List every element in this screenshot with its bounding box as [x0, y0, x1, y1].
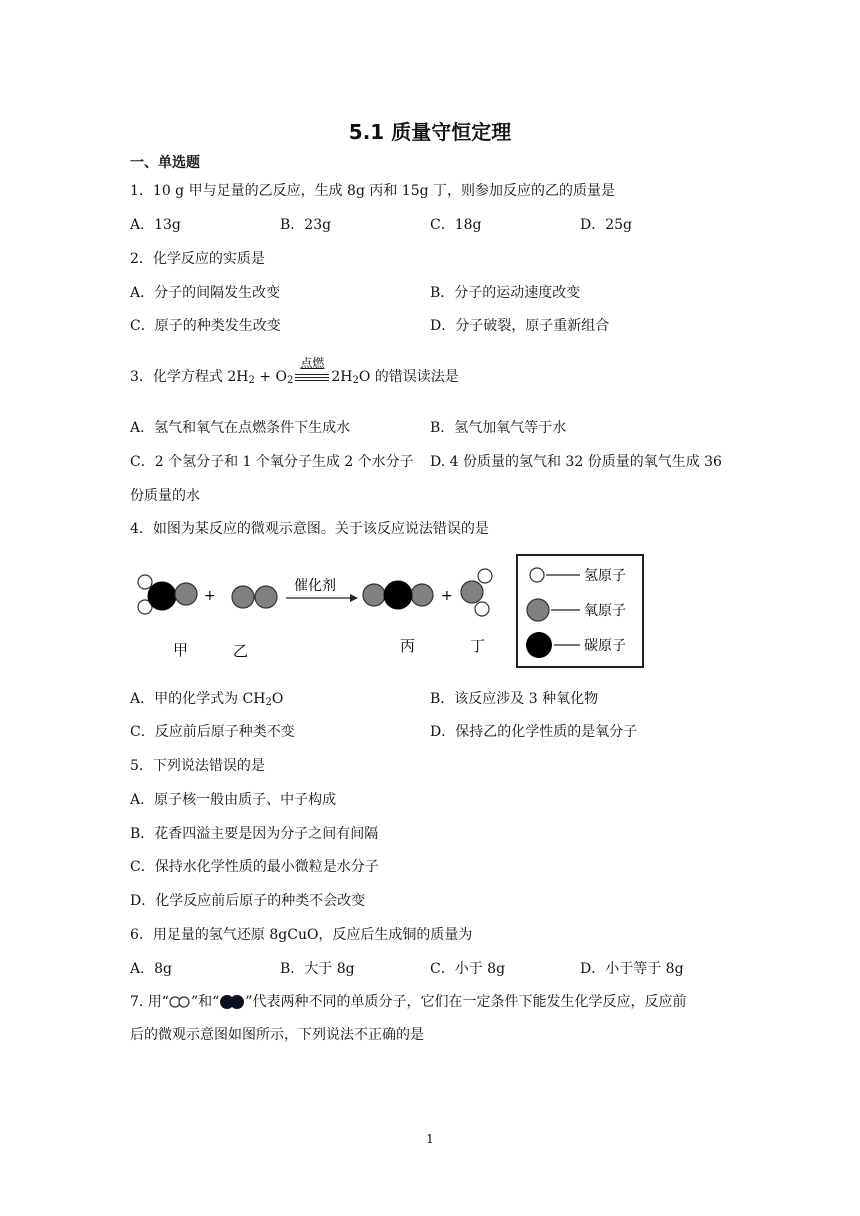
- page-number: 1: [426, 1132, 434, 1146]
- carbon-atom: [148, 582, 176, 610]
- oxygen-atom: [461, 581, 483, 603]
- question-6-stem: 6．用足量的氢气还原 8gCuO，反应后生成铜的质量为: [130, 927, 473, 943]
- q3-option-a: A．氢气和氧气在点燃条件下生成水: [130, 420, 351, 436]
- q6-option-a: A．8g: [130, 961, 172, 977]
- q2-option-b: B．分子的运动速度改变: [430, 285, 581, 301]
- q1-option-d: D．25g: [580, 217, 633, 233]
- molecule-jia: [138, 575, 197, 614]
- question-7-stem: 7. 用“ ”和“ ”代表两种不同的单质分子，它们在一定条件下能发生化学反应，反应前: [130, 994, 687, 1010]
- q3-option-b: B．氢气加氧气等于水: [430, 420, 567, 436]
- hydrogen-atom: [478, 569, 492, 583]
- label-ding: 丁: [470, 637, 486, 655]
- legend-oxygen-icon: [527, 599, 549, 621]
- legend-carbon-label: 碳原子: [584, 638, 626, 654]
- carbon-atom: [384, 581, 412, 609]
- question-7-stem-line-2: 后的微观示意图如图所示，下列说法不正确的是: [130, 1027, 424, 1043]
- question-5-stem: 5．下列说法错误的是: [130, 758, 265, 774]
- q1-option-a: A．13g: [130, 217, 181, 233]
- q6-option-d: D．小于等于 8g: [580, 961, 684, 977]
- catalyst-label: 催化剂: [294, 578, 336, 594]
- question-2-stem: 2．化学反应的实质是: [130, 251, 265, 267]
- question-1-stem: 1．10 g 甲与足量的乙反应，生成 8g 丙和 15g 丁，则参加反应的乙的质量是: [130, 183, 616, 199]
- oxygen-atom: [232, 586, 254, 608]
- q3-option-c: C．2 个氢分子和 1 个氧分子生成 2 个水分子: [130, 454, 414, 470]
- plus-sign-2: +: [441, 588, 453, 604]
- q2-option-c: C．原子的种类发生改变: [130, 318, 281, 334]
- dark-molecule-icon: [219, 994, 245, 1010]
- arrow-head-icon: [350, 594, 358, 602]
- q1-option-c: C．18g: [430, 217, 482, 233]
- hydrogen-atom: [138, 575, 152, 589]
- section-heading: 一、单选题: [130, 155, 200, 171]
- q2-option-a: A．分子的间隔发生改变: [130, 285, 281, 301]
- q1-option-b: B．23g: [280, 217, 332, 233]
- q5-option-d: D．化学反应前后原子的种类不会改变: [130, 893, 366, 909]
- reaction-condition: 点燃: [300, 356, 325, 370]
- q3-option-d: D. 4 份质量的氢气和 32 份质量的氧气生成 36: [430, 454, 722, 470]
- page-title: 5.1 质量守恒定理: [348, 120, 512, 144]
- q5-option-c: C．保持水化学性质的最小微粒是水分子: [130, 859, 379, 875]
- question-3-stem: 3．化学方程式 $2H_2 + O_2$ 点燃 $2H_2O$ 的错误读法是: [130, 356, 459, 386]
- oxygen-atom: [255, 586, 277, 608]
- q5-option-b: B．花香四溢主要是因为分子之间有间隔: [130, 826, 379, 842]
- molecule-bing: [363, 581, 433, 609]
- light-molecule-icon: [169, 995, 191, 1009]
- q6-option-b: B．大于 8g: [280, 961, 355, 977]
- label-jia: 甲: [173, 641, 189, 659]
- q4-option-c: C．反应前后原子种类不变: [130, 724, 295, 740]
- oxygen-atom: [411, 584, 433, 606]
- reaction-arrow: [295, 356, 329, 385]
- hydrogen-atom: [475, 602, 489, 616]
- legend-box: [517, 555, 643, 667]
- legend-oxygen-label: 氧原子: [584, 603, 626, 619]
- molecule-ding: [461, 569, 492, 616]
- oxygen-atom: [363, 584, 385, 606]
- q3-option-d-continued: 份质量的水: [130, 488, 200, 504]
- q4-option-a: A．甲的化学式为 $CH_2O$: [130, 691, 284, 708]
- q6-option-c: C．小于 8g: [430, 961, 506, 977]
- q4-option-b: B．该反应涉及 3 种氧化物: [430, 691, 599, 707]
- legend-carbon-icon: [526, 632, 552, 658]
- label-yi: 乙: [233, 642, 249, 660]
- q4-option-d: D．保持乙的化学性质的是氧分子: [430, 724, 638, 740]
- legend-hydrogen-icon: [530, 568, 544, 582]
- legend-hydrogen-label: 氢原子: [584, 568, 626, 584]
- q2-option-d: D．分子破裂，原子重新组合: [430, 318, 610, 334]
- hydrogen-atom: [138, 600, 152, 614]
- plus-sign: +: [204, 588, 216, 604]
- label-bing: 丙: [400, 637, 416, 655]
- question-4-stem: 4．如图为某反应的微观示意图。关于该反应说法错误的是: [130, 521, 489, 537]
- q5-option-a: A．原子核一般由质子、中子构成: [130, 792, 337, 808]
- oxygen-atom: [175, 583, 197, 605]
- molecule-yi: [232, 586, 277, 608]
